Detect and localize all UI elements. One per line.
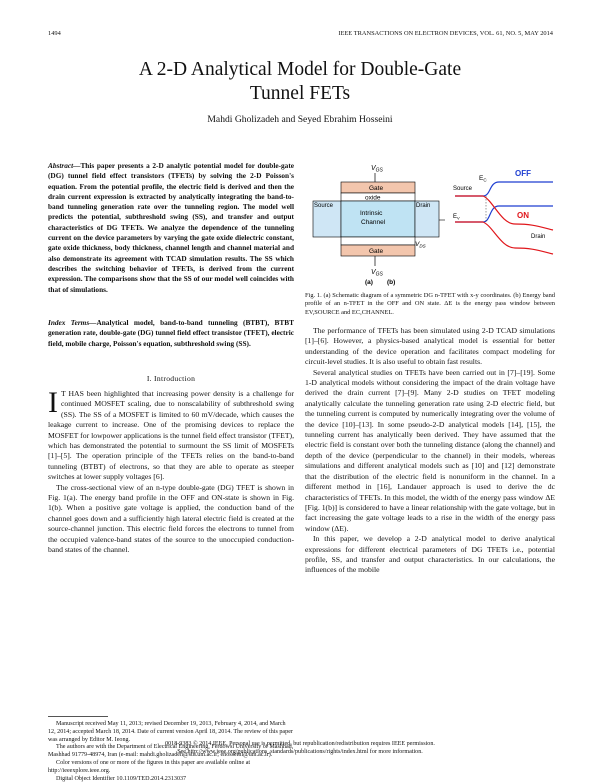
paper-title [0,58,600,106]
band-source-label: Source [453,186,473,192]
section-heading: I. Introduction [146,374,196,383]
copyright-notice [0,740,600,756]
ec-label: $E_C$ [479,175,487,183]
drop-cap: I [48,386,58,419]
authors: Mahdi Gholizadeh and Seyed Ebrahim Hosseini [207,114,393,125]
abstract-label: Abstract— [48,161,81,170]
page-number: 1494 [48,30,61,37]
index-terms-text: Analytical model, band-to-band tunneling (BTBT), BTBT generation rate, double-gate (DG) tunnel field effect transistor (TFET), electric field, mobile charge, Poisson's equation, subthreshold swing (SS). [48,318,294,348]
right-paragraph-1: The performance of TFETs has been simulated using 2-D TCAD simulations [1]–[6]. However, a physics-based analytical model is essential for better understanding of the device operation and facilitates compact modeling for circuit-level studies. It is also useful to obtain fast results. [305,326,555,367]
figure-1 [305,160,555,290]
abstract [48,161,294,295]
right-paragraph-2: Several analytical studies on TFETs have been carried out in [7]–[19]. Some 1-D analytical models without considering the impact of the drain voltage have derived the drain current [7]–[9]. Many 2-D studies on TFET modeling analytically calculate the tunneling generation rate using 2-D electric field, but the tunneling current is computed by numerically integrating over the volume of the device [10]–[13]. In some pseudo-2-D analytical models [14], [15], the tunneling current has analytically been derived. They have assumed that the electric field is constant over both the tunneling distance (along the channel) and depth of the device (perpendicular to the channel) in their models, whereas simulations and different analytical models such as [10] and [12] demonstrate that the distribution of the electric field is nonuniform in the channel. In a different method in [16], Landauer approach is used to derive the dc characteristics of TFETs. In this model, the width of the energy pass window ΔE [Fig. 1(b)] is considered to have a linear relationship with the gate voltage, but in fact increasing the gate voltage leads to a rise in the width of the energy pass window (ΔE). [305,367,555,533]
subfigure-a-label: (a) [365,279,373,286]
vgs-top-label: $V_{GS}$ [371,165,383,174]
copyright-line-2: See http://www.ieee.org/publications_standards/publications/rights/index.html for more information. [177,749,423,755]
top-gate-label: Gate [369,185,384,192]
index-terms [48,318,294,349]
on-label: ON [517,211,529,220]
index-terms-label: Index Terms— [48,318,97,327]
footnote-manuscript: Manuscript received May 11, 2013; revised December 19, 2013, February 4, 2014, and March 12, 2014; accepted March 18, 2014. Date of current version April 18, 2014. The review of this paper was arranged by Editor M. Ieong. [48,721,293,743]
copyright-line-1: 0018-9383 © 2014 IEEE. Personal use is permitted, but republication/redistribution requires IEEE permission. [165,741,435,747]
title-line-1: A 2-D Analytical Model for Double-Gate [138,59,462,80]
abstract-text: This paper presents a 2-D analytic potential model for double-gate (DG) tunnel field effect transistors (TFETs) by solving the 2-D Poisson's equation. From the potential profile, the electric field is derived and then the drain current expression is extracted by analytically integrating the band-to-band tunneling generation rate over the tunneling region. The model well predicts the potential, subthreshold swing (SS), and transfer and output characteristics of DG TFETs. We analyze the dependence of the tunneling current on the device parameters by varying the gate oxide dielectric constant, gate oxide thickness, body thickness, channel length and channel material and also demonstrate its agreement with TCAD simulation results. The SS which describes the switching behavior of TFETs, is derived from the current expression. The comparisons show that the SS of our model well coincides with that of simulations. [48,161,294,294]
subfigure-b-label: (b) [387,279,396,286]
footnote-color: Color versions of one or more of the figures in this paper are available online at http://ieeexplore.ieee.org. [48,759,251,774]
vgs-bottom-label: $V_{GS}$ [371,269,383,278]
top-oxide-label: oxide [365,194,381,202]
intrinsic-label: Intrinsic [360,210,383,217]
channel-label: Channel [361,219,386,226]
off-label: OFF [515,169,531,178]
vds-label: $V_{DS}$ [415,241,426,249]
band-drain-label: Drain [531,234,546,240]
intro-paragraph-2: The cross-sectional view of an n-type double-gate (DG) TFET is shown in Fig. 1(a). The energy band profile in the OFF and ON-state is shown in Fig. 1(b). When a positive gate voltage is applied, the conduction band of the channel goes down and a sufficiently high lateral electric field is created at the source-channel junction. This electric field forces the electrons to tunnel from the occupied valence-band states of the source to the unoccupied conduction-band states of the channel. [48,482,294,555]
footnote-authors: The authors are with the Department of Electrical Engineering, Ferdowsi University of Mashhad, Mashhad 91779-48974, Iran (e-mail: mahdi.gholizadeh@stu.um.ac.ir; ehosseini@um.ac.ir). [48,744,294,759]
ev-label: $E_V$ [453,214,460,221]
figure-caption: Fig. 1. (a) Schematic diagram of a symmetric DG n-TFET with x-y coordinates. (b) Energy band profile of an n-TFET in the OFF and ON state. ΔE is the energy pass window between EV,SOURCE and EC,CHANNEL. [305,292,555,316]
introduction [48,386,294,556]
bottom-oxide [341,237,415,245]
footnote-doi: Digital Object Identifier 10.1109/TED.2014.2313037 [56,775,187,782]
bottom-gate-label: Gate [369,248,384,255]
drain-label: Drain [416,203,431,209]
journal-header: IEEE TRANSACTIONS ON ELECTRON DEVICES, VOL. 61, NO. 5, MAY 2014 [338,30,553,37]
right-column [305,326,555,576]
source-label: Source [314,203,334,209]
right-paragraph-3: In this paper, we develop a 2-D analytical model to derive analytical expressions for different electrical parameters of DG TFETs i.e., potential profile, SS, and transfer and output characteristics. In our calculations, the influences of the mobile [305,534,555,575]
footnote-rule [48,716,108,717]
intro-paragraph-1: T HAS been highlighted that increasing power density is a challenge for continued MOSFET scaling, due to nonscalability of subthreshold swing (SS). The SS of a MOSFET is limited to 60 mV/decade, which causes the leakage current to increase. One of the promising devices to replace the MOSFET for lowpower applications is the tunnel field effect transistor (TFET), which has demonstrated the potential to surmount the SS limit of MOSFETs [1]–[5]. The operation principle of the TFETs relies on the band-to-band tunneling (BTBT) of electrons, so that they are able to operate as steeper switches at lower supply voltages [6]. [48,389,294,482]
ec-on-curve [455,196,553,230]
title-line-2: Tunnel FETs [249,83,351,104]
